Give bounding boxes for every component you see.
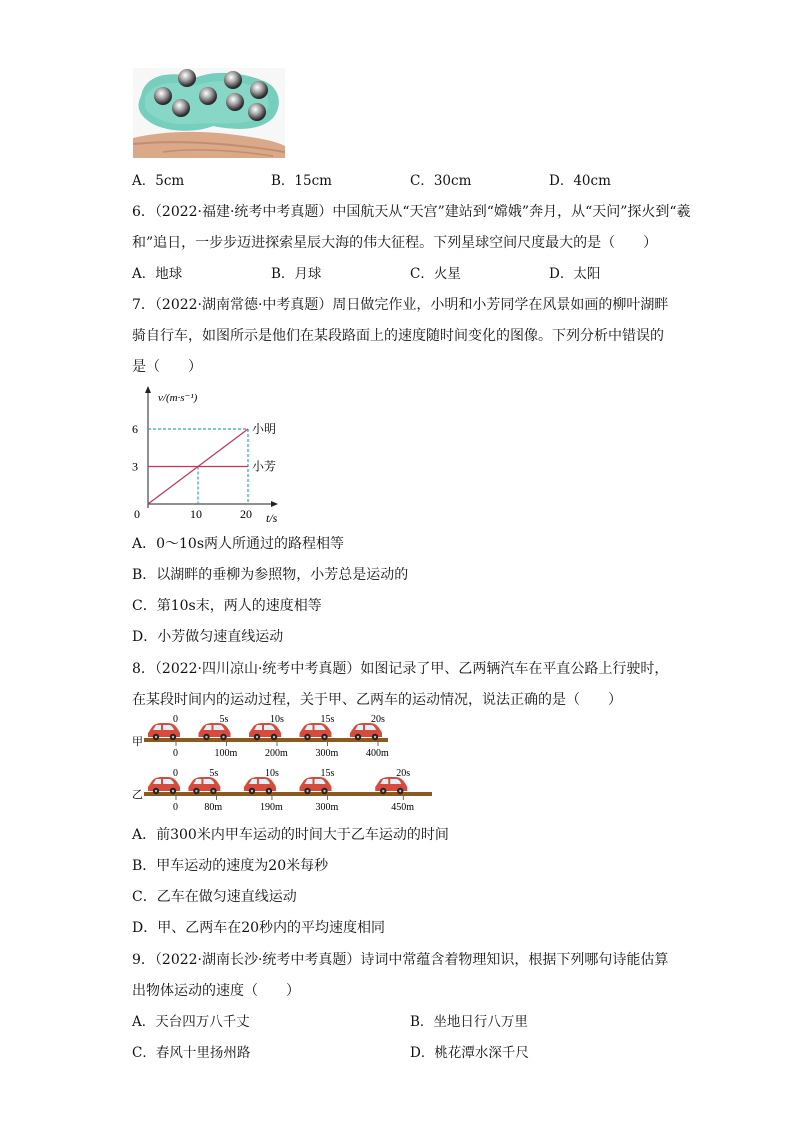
distance-label-yi-2: 190m	[259, 802, 283, 813]
time-label-yi-0: 0	[173, 768, 178, 779]
q8-stem-line1: 8．（2022·四川凉山·统考中考真题）如图记录了甲、乙两辆汽车在平直公路上行驶时，	[132, 661, 669, 677]
y-tick-label-0: 3	[132, 459, 138, 474]
q8-option-c: C．乙车在做匀速直线运动	[132, 889, 297, 905]
time-label-yi-3: 15s	[320, 768, 335, 779]
distance-label-yi-4: 450m	[391, 802, 415, 813]
velocity-time-chart	[128, 384, 288, 528]
q9-option-b: B．坐地日行八万里	[410, 1014, 528, 1030]
q8-stem-line2: 在某段时间内的运动过程，关于甲、乙两车的运动情况，说法正确的是（ ）	[132, 692, 622, 708]
q7-option-d: D．小芳做匀速直线运动	[132, 629, 284, 645]
road-yi-label: 乙	[132, 789, 143, 801]
time-label-yi-1: 5s	[209, 768, 219, 779]
q6-option-d: D．太阳	[549, 266, 601, 282]
q9-option-c: C．春风十里扬州路	[132, 1045, 251, 1061]
time-label-yi-2: 10s	[264, 768, 279, 779]
q8-option-d: D．甲、乙两车在20秒内的平均速度相同	[132, 920, 386, 936]
q5-option-b: B．15cm	[271, 173, 332, 189]
q5-option-d: D．40cm	[549, 173, 611, 189]
q8-option-a: A．前300米内甲车运动的时间大于乙车运动的时间	[132, 827, 449, 843]
q5-option-c: C．30cm	[410, 173, 472, 189]
q6-option-c: C．火星	[410, 266, 461, 282]
x-axis-arrow	[271, 501, 278, 507]
q7-stem-line1: 7．（2022·湖南常德·中考真题）周日做完作业，小明和小芳同学在风景如画的柳叶湖畔	[132, 297, 669, 313]
massage-roller-photo	[133, 68, 285, 158]
distance-label-yi-0: 0	[173, 802, 178, 813]
time-label-jia-4: 20s	[371, 714, 385, 725]
q7-stem-line3: 是（ ）	[132, 359, 202, 375]
car-jia-4	[350, 723, 382, 740]
time-label-jia-0: 0	[173, 714, 178, 725]
car-yi-1	[188, 777, 220, 794]
q7-option-b: B．以湖畔的垂柳为参照物，小芳总是运动的	[132, 567, 409, 583]
road-jia-label: 甲	[132, 736, 143, 748]
car-yi-2	[244, 777, 276, 794]
car-yi-3	[300, 777, 332, 794]
q6-stem-line2: 和”追日，一步步迈进探索星辰大海的伟大征程。下列星球空间尺度最大的是（ ）	[132, 235, 658, 251]
y-axis-arrow	[145, 386, 151, 393]
y-tick-label-1: 6	[132, 422, 138, 436]
time-label-jia-3: 15s	[320, 714, 335, 725]
q9-stem-line1: 9．（2022·湖南长沙·统考中考真题）诗词中常蕴含着物理知识，根据下列哪句诗能估算	[132, 952, 669, 968]
series-label-0: 小明	[252, 422, 277, 436]
q6-option-a: A．地球	[132, 266, 183, 282]
q6-stem-line1: 6．（2022·福建·统考中考真题）中国航天从“天宫”建站到“嫦娥”奔月，从“天问”探火到“羲	[132, 204, 691, 220]
car-jia-3	[300, 723, 332, 740]
road-yi	[144, 792, 432, 796]
distance-label-yi-3: 300m	[315, 802, 339, 813]
distance-label-yi-1: 80m	[204, 802, 223, 813]
time-label-jia-2: 10s	[270, 714, 284, 725]
q9-stem-line2: 出物体运动的速度（ ）	[132, 983, 300, 999]
q7-option-c: C．第10s末，两人的速度相等	[132, 598, 322, 614]
distance-label-jia-3: 300m	[315, 748, 339, 759]
car-jia-2	[249, 723, 281, 740]
car-yi-4	[375, 777, 407, 794]
q9-option-d: D．桃花潭水深千尺	[410, 1045, 529, 1061]
distance-label-jia-4: 400m	[366, 748, 389, 759]
time-label-jia-1: 5s	[219, 714, 229, 725]
q8-option-b: B．甲车运动的速度为20米每秒	[132, 858, 329, 874]
car-yi-0	[148, 777, 180, 794]
q6-option-b: B．月球	[271, 266, 322, 282]
distance-label-jia-1: 100m	[214, 748, 238, 759]
time-label-yi-4: 20s	[396, 768, 411, 779]
q5-option-a: A．5cm	[132, 173, 185, 189]
car-jia-1	[199, 723, 231, 740]
y-axis-label: v/(m·s⁻¹)	[158, 392, 198, 404]
q7-stem-line2: 骑自行车，如图所示是他们在某段路面上的速度随时间变化的图像。下列分析中错误的	[132, 328, 664, 344]
series-label-1: 小芳	[252, 459, 277, 474]
x-axis-label: t/s	[266, 511, 278, 525]
two-cars-road-diagram	[132, 714, 436, 820]
q9-option-a: A．天台四万八千丈	[132, 1014, 250, 1030]
distance-label-jia-0: 0	[173, 748, 178, 759]
q7-option-a: A．0～10s两人所通过的路程相等	[132, 536, 345, 552]
car-jia-0	[148, 723, 180, 740]
road-jia	[144, 738, 388, 742]
distance-label-jia-2: 200m	[265, 748, 288, 759]
x-tick-label-0: 10	[190, 507, 202, 521]
origin-label: 0	[134, 507, 140, 521]
x-tick-label-1: 20	[240, 507, 252, 521]
